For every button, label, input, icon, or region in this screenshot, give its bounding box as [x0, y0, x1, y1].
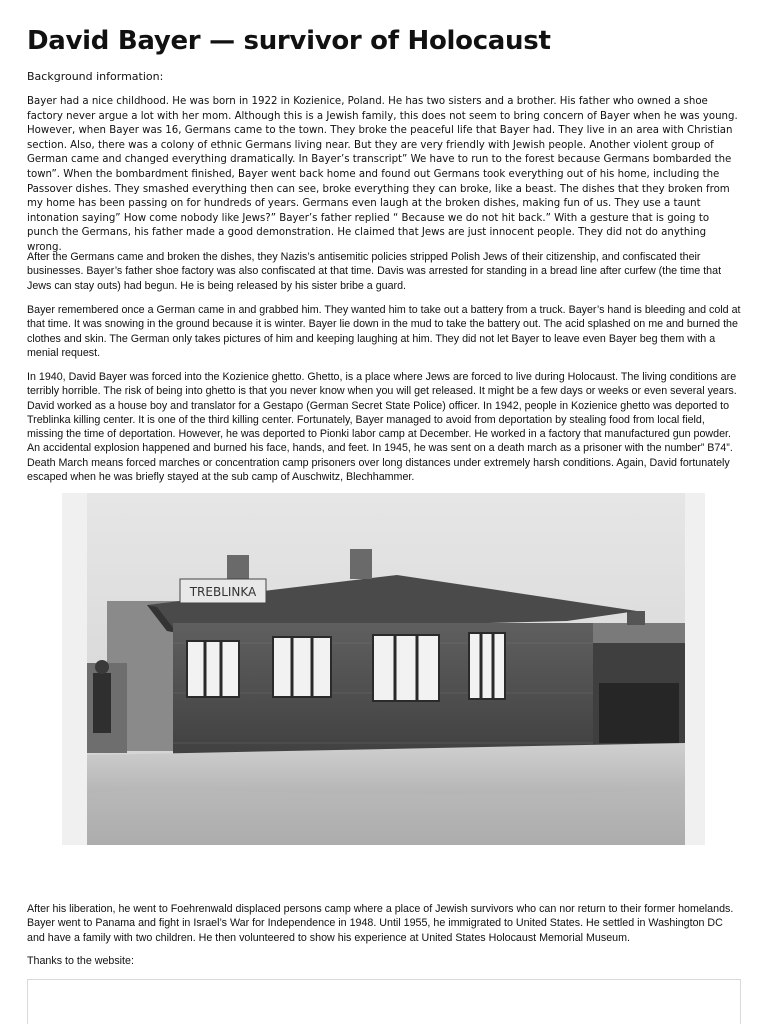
paragraph-ghetto: In 1940, David Bayer was forced into the Kozienice ghetto. Ghetto, is a place where Jews are forced to live during Holocaust. The living conditions are terribly horrible. The risk of being into ghetto is that you never know when you will get released. It might be a few days or weeks or even several years. David worked as a house boy and translator for a Gestapo (German Secret State Police) officer. In 1942, people in Kozienice ghetto was deported to Treblinka killing center. It is one of the third killing center. Fortunately, Bayer managed to avoid from deportation by stealing food from local field, missing the time of deportation. However, he was deported to Pionki labor camp at December. He worked in a factory that manufactured gun powder. An accidental explosion happened and burned his face, hands, and feet. In 1945, he was sent on a death march as a prisoner with the number” B74”. Death March means forced marches or concentration camp prisoners over long distances under extremely harsh conditions. Again, David fortunately escaped when he was briefly stayed at the sub camp of Auschwitz, Blechhammer. — [27, 371, 737, 484]
paragraph-battery: Bayer remembered once a German came in and grabbed him. They wanted him to take out a battery from a truck. Bayer’s hand is bleeding and cold at that time. It was snowing in the ground because it is winter. Bayer lie down in the mud to take the battery out. The acid splashed on me and burned the clothes and skin. The German only takes pictures of him and keeping laughing at him. They did not let Bayer to leave even Bayer beg them with a menial request. — [27, 304, 741, 359]
treblinka-photo — [87, 493, 685, 845]
paragraph-liberation: After his liberation, he went to Foehrenwald displaced persons camp where a place of Jewish survivors who can nor return to their former homelands. Bayer went to Panama and fight in Israel’s War for Independence in 1948. Until 1955, he immigrated to United States. He settled in Washington DC and have a family with two children. He then volunteered to show his experience at United States Holocaust Memorial Museum. — [27, 903, 734, 944]
page-title: David Bayer — survivor of Holocaust — [27, 26, 551, 56]
website-embed-box — [27, 979, 741, 1024]
paragraph-childhood: Bayer had a nice childhood. He was born in 1922 in Kozienice, Poland. He has two sisters and a brother. His father who owned a shoe factory never argue a lot with her mom. Although this is a Jewish family, this does not seem to bring concern of Bayer when he was young. However, when Bayer was 16, Germans came to the town. They broke the peaceful life that Bayer had. They live in an area with Christian section. Also, there was a colony of ethnic Germans living near. But they are very friendly with Jewish people. Another violent group of German came and changed everything dramatically. In Bayer’s transcript” We have to run to the forest because Germans bombarded the town”. When the bombardment finished, Bayer went back home and found out Germans took everything out of his home, including the Passover dishes. They smashed everything then can see, broke everything they can broke, like a beast. The dishes that they broken from my home has been passing on for hundreds of years. Germans even laugh at the broken dishes, making fun of us. They use a taunt intonation saying” How come nobody like Jews?” Bayer’s father replied “ Because we do not hit back.” With a gesture that is going to punch the Germans, his father made a good demonstration. He claimed that Jews are just innocent people. They did not do anything wrong. — [27, 96, 738, 253]
treblinka-station-image — [87, 493, 685, 845]
treblinka-sign: TREBLINKA — [189, 585, 257, 599]
section-label: Background information: — [27, 70, 164, 83]
thanks-label: Thanks to the website: — [27, 955, 134, 967]
paragraph-confiscation: After the Germans came and broken the dishes, they Nazis’s antisemitic policies stripped Polish Jews of their citizenship, and confiscated their businesses. Bayer’s father shoe factory was also confiscated at that time. Davis was arrested for standing in a bread line after curfew (the time that Jews can stay outs) had begun. He is being released by his sister bribe a guard. — [27, 251, 722, 292]
